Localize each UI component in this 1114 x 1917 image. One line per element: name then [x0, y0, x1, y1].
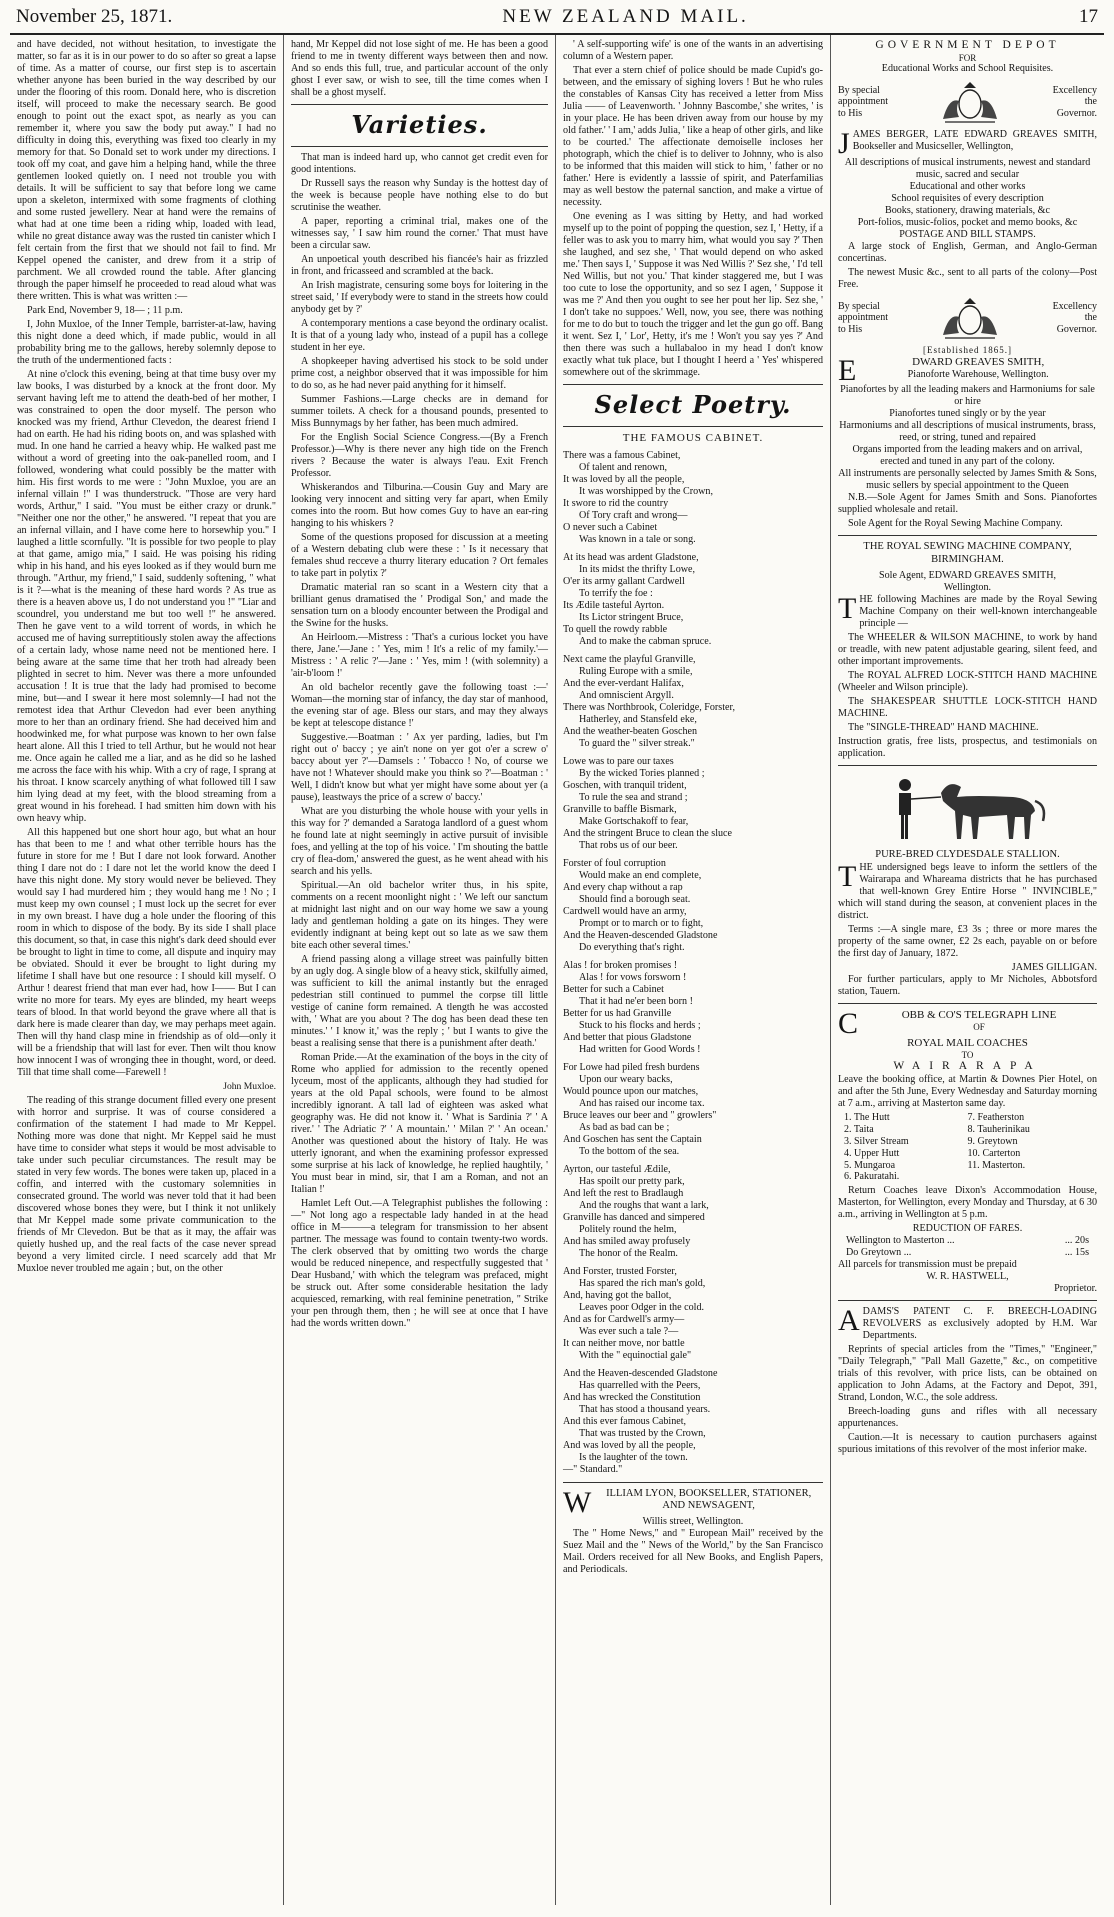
story-paragraph: I, John Muxloe, of the Inner Temple, barrister-at-law, having this night done a deed which, if made public, would in all probability bring me to the gallows, hereby solemnly depose to the truth of the undermentioned facts : [17, 319, 276, 366]
station: 7. Featherston [967, 1111, 1025, 1123]
drop-cap: T [838, 592, 857, 626]
fare-row [838, 1247, 1097, 1259]
stallion-further: For further particulars, apply to Mr Nicholes, Abbotsford station, Tauern. [838, 973, 1097, 997]
story-paragraph: All this happened but one short hour ago, but what an hour has that been to me ! and what other terrible hours has the future in store for me ! But I dare not look forward. Another thing I dare not do : I dare not let the world know the deed I have this night done. My story would never be believed. They would say I had murdered him ; they would hang me ! No ; I must keep my own counsel ; I must lock up the secret for ever in my own breast. I have dug a hole under the flooring of this room in which to dispose of the body. By its side I shall place this document, so that, in case this night's dark deed should ever be brought to light in time to come, all dispute and inquiry may be obviated. Should it ever be brought to light during my lifetime I shall have but one resource : I should kill myself. O Arthur ! dearest friend that man ever had, how I—— But I can write no more for tears. My eyes are blinded, my heart weeps tears of blood. In that world beyond the grave where all that is dark here is made clearer than day, we may perhaps meet again. Then will thy hand clasp mine in friendship as of old—only it will be a friendship that will last for ever. Then wilt thou know how innocent I was of wronging thee in thought, word, or deed. Till that time shall come—Farewell ! [17, 827, 276, 1078]
story-paragraph: The reading of this strange document filled every one present with horror and surprise. It was of course considered a confirmation of the statement I had made to Mr Keppel. Nothing more was done that night. Mr Keppel said he must have time to consider what steps it would be most advisable to take under such peculiar circumstances. The result may be stated in very few words. The bones were taken up, placed in a coffin, and interred with the customary solemnities in consecrated ground. The world was never told that it had been discovered whose bones they were, but I think it not unlikely that Mr Keppel made some private communication to the friends of Mr Clevedon. But be that as it may, the affair was quietly hushed up, and the real facts of the case never spread beyond a very limited circle. I need scarcely add that Mr Muxloe never troubled me again ; but, on the other [17, 1095, 276, 1275]
smith-sewing: Sole Agent for the Royal Sewing Machine Company. [848, 518, 1063, 530]
divider [838, 1300, 1097, 1301]
variety-item: A shopkeeper having advertised his stock to be sold under prime cost, a neighbor observed that it was impossible for him to do so, as he had never paid anything for it himself. [291, 355, 548, 391]
smith-sub: Pianoforte Warehouse, Wellington. [907, 369, 1049, 381]
appt-line: to His [838, 108, 863, 120]
poem-line: And, having got the ballot, [563, 1289, 672, 1301]
established: [Established 1865.] [923, 345, 1012, 356]
poem-line: Alas ! for broken promises ! [563, 959, 678, 971]
poem-line: Better for us had Granville [563, 1007, 672, 1019]
station: 5. Mungaroa [844, 1159, 896, 1171]
poem-line: And as for Cardwell's army— [563, 1313, 685, 1325]
poem-line: Would pounce upon our matches, [563, 1085, 699, 1097]
berger-name: AMES BERGER, LATE EDWARD GREAVES SMITH, Bookseller and Musicseller, Wellington, [852, 129, 1097, 153]
poem-stanza [563, 1062, 823, 1158]
column-paragraph: That ever a stern chief of police should be made Cupid's go-between, and the emissary of sighing lovers ! But he who rules the constables of Kansas City has received a letter from Miss Julia —— of Leavenworth. ' Johnny Bascombe,' she writes, ' is in your place. He has been driven away from our house by my old father.' ' I am,' adds Julia, ' like a heap of other girls, and like to be courted.' The affectionate demoiselle incloses her photograph, which the chief is to deliver to Johnny, who is also to be informed that this maiden will stick to him, ' father or no father.' Here is evidently a lasssie of spirit, and Paterfamilias may as well bestow the paternal sanction, and make a virtue of necessity. [563, 65, 823, 208]
smith-line: Harmoniums and all descriptions of musical instruments, brass, reed, or string, tuned and repaired [839, 420, 1096, 444]
smith-line: All instruments are personally selected by James Smith & Sons, music sellers by special appointment to the Queen [838, 468, 1097, 492]
divider [563, 1482, 823, 1483]
poem-line: Make Gortschakoff to fear, [579, 815, 689, 827]
drop-cap: E [838, 354, 857, 388]
poem-stanza [563, 654, 823, 750]
poem-line: It can neither move, nor battle [563, 1337, 685, 1349]
cobb-return: Return Coaches leave Dixon's Accommodation House, Masterton, for Wellington, every Monday and Thursday, at 6 30 a.m., arriving in Wellington at 5 p.m. [838, 1185, 1097, 1221]
poem-line: Alas ! for vows forsworn ! [579, 971, 687, 983]
appt-line: Excellency [1052, 300, 1097, 312]
story-paragraph: Park End, November 9, 18— ; 11 p.m. [27, 305, 183, 316]
stamps-line: POSTAGE AND BILL STAMPS. [899, 229, 1036, 241]
variety-item: Whiskerandos and Tilburina.—Cousin Guy and Mary are looking very innocent and sitting very far apart, when Emily comes into the room. But how comes Guy to have an ear-ring hanging to his whiskers ? [291, 481, 548, 529]
stallion-terms: Terms :—A single mare, £3 3s ; three or more mares the property of the same owner, £2 2s each, payable on or before the first day of January, 1872. [838, 923, 1097, 959]
poem-line: O never such a Cabinet [563, 521, 658, 533]
cobb-of: OF [973, 1021, 985, 1032]
divider [838, 765, 1097, 766]
poem-line: Ayrton, our tasteful Ædile, [563, 1163, 671, 1175]
machine-item: The WHEELER & WILSON MACHINE, to work by hand or treadle, with new patent adjustable gearing, silent feed, and other important improvements. [838, 632, 1097, 668]
variety-item: An old bachelor recently gave the following toast :—' Woman—the morning star of infancy, the day star of manhood, the evening star of age. Bless our stars, and may they always be kept at telescope distance !' [291, 681, 548, 729]
variety-item: A paper, reporting a criminal trial, makes one of the witnesses say, ' I saw him round the corner.' That must have been a circular saw. [291, 215, 548, 251]
variety-item: Hamlet Left Out.—A Telegraphist publishes the following :—" Not long ago a respectable lady handed in at the head office in M———a telegram for transmission to her absent partner. The message was found to contain twenty-two words. The clerk observed that by omitting two words the charge would be reduced ninepence, and respectfully suggested that ' Dear Husband,' with which the telegram was prefaced, might be struck out. After some considerable hesitation the lady acquiesced, remarking, with real feminine penetration, " Strike your pen through them, then ; he will see at once that I have had the words written down." [291, 1197, 548, 1329]
smith-nb: N.B.—Sole Agent for James Smith and Sons. Pianofortes supplied wholesale and retail. [838, 492, 1097, 516]
station: 4. Upper Hutt [844, 1147, 900, 1159]
poem-line: Was known in a tale or song. [579, 533, 696, 545]
variety-item: An Heirloom.—Mistress : 'That's a curious locket you have there, Jane.'—Jane : ' Yes, mim ! It's a relic of my family.'—Mistress : ' A relic ?'—Jane : ' Yes, mim ! (with solemnity) a 'air-b'loom !' [291, 631, 548, 679]
issue-date: November 25, 1871. [16, 6, 173, 27]
poem-line: And Forster, trusted Forster, [563, 1265, 677, 1277]
poem-line: Stuck to his flocks and herds ; [579, 1019, 701, 1031]
poem-line: By the wicked Tories planned ; [579, 767, 705, 779]
poem-line: The honor of the Realm. [579, 1247, 678, 1259]
poem-line: Granville to baffle Bismark, [563, 803, 677, 815]
royal-heading: THE ROYAL SEWING MACHINE COMPANY, BIRMINGHAM. [863, 541, 1072, 565]
poem-line: Lowe was to pare our taxes [563, 755, 674, 767]
station: 9. Greytown [967, 1135, 1018, 1147]
poem-stanza [563, 858, 823, 954]
masthead [10, 6, 1104, 35]
divider [563, 426, 823, 427]
stallion-heading: PURE-BRED CLYDESDALE STALLION. [875, 849, 1060, 861]
column-paragraph: ' A self-supporting wife' is one of the wants in an advertising column of a Western paper. [563, 39, 823, 62]
appt-line: By special [838, 300, 880, 312]
cobb-advert [838, 1006, 1097, 1296]
poem-line: That it had ne'er been born ! [579, 995, 693, 1007]
machine-item: The SHAKESPEAR SHUTTLE LOCK-STITCH HAND MACHINE. [838, 696, 1097, 720]
poem-line: O'er its army gallant Cardwell [563, 575, 685, 587]
appt-line: the [1084, 96, 1097, 108]
royal-body: HE following Machines are made by the Royal Sewing Machine Company on their well-known interchangeable principle — [859, 594, 1097, 630]
station-list [844, 1112, 1091, 1183]
appt-line: By special [838, 84, 880, 96]
cobb-to: TO [961, 1049, 974, 1060]
poem-line: Has spoilt our pretty park, [579, 1175, 685, 1187]
royal-instruction: Instruction gratis, free lists, prospectus, and testimonials on application. [838, 736, 1097, 760]
smith-line: Pianofortes tuned singly or by the year [889, 408, 1046, 420]
poem-line: To the bottom of the sea. [579, 1145, 680, 1157]
lyon-advert [563, 1485, 823, 1576]
poem-line: Forster of foul corruption [563, 857, 666, 869]
column-1 [10, 35, 283, 1905]
story-conclusion: hand, Mr Keppel did not lose sight of me. He has been a good friend to me in twenty different ways between then and now. And so ends this full, true, and particular account of the only ghost I ever saw, or wish to see, till the time comes when I shall be a ghost myself. [291, 39, 548, 98]
poem-line: Better for such a Cabinet [563, 983, 664, 995]
poem-line: And the Heaven-descended Gladstone [563, 1367, 718, 1379]
variety-item: That man is indeed hard up, who cannot get credit even for good intentions. [291, 151, 548, 175]
station: 1. The Hutt [844, 1111, 890, 1123]
poem-line: And has smiled away profusely [563, 1235, 691, 1247]
station: 6. Pakuratahi. [844, 1171, 900, 1183]
appt-line: the [1084, 312, 1097, 324]
divider [838, 535, 1097, 536]
poem-stanza [563, 552, 823, 648]
variety-item: Suggestive.—Boatman : ' Ax yer parding, ladies, but I'm right out o' baccy ; ye ain't none on yer got o'er a screw o' baccy about yer ?'—Damsels : ' Tobacco ! No, of course we have not ! Whatever should make you think so ?'—Boatman : ' Well, I didn't know but what yer might have some about yer (a pause), leastways the price of a screw o' baccy.' [291, 731, 548, 803]
station: 2. Taita [844, 1123, 874, 1135]
stallion-owner: JAMES GILLIGAN. [1011, 961, 1097, 973]
stallion-advert [838, 771, 1097, 997]
appt-line: Governor. [1056, 108, 1097, 120]
variety-item: Spiritual.—An old bachelor writer thus, in his spite, comments on a recent moonlight night : ' We left our sanctum at midnight last night and on our way home we saw a young lady and gentleman holding a gate on its hinges. They were evidently indignant at being kept out so late as we saw them bite each other several times.' [291, 879, 548, 951]
column-2 [283, 35, 555, 1905]
drop-cap: C [838, 1006, 859, 1040]
poetry-heading: Select Poetry. [594, 390, 792, 419]
poem-stanza [563, 1368, 823, 1476]
column-3 [555, 35, 830, 1905]
column-paragraph: One evening as I was sitting by Hetty, and had worked myself up to the point of popping the question, sez I, ' Hetty, if a feller was to ask you to marry him, what would you say ?' Then she laughed, and sez she, ' That would depend on who asked me.' Then says I, ' Suppose it was Ned Willis ?' Sez she, ' I'd tell Ned Willis, but not you.' That kinder staggered me, but I was too cute to lose the opportunity, and so sez I agen, ' Suppose it was me ?' And then you ought to see her pout her lip. Sez she, ' I don't take no suppoes.' Well, now, you see, there was nothing for me to do but to touch the trigger and let the gun go off. Bang it went. Sez I, ' Lor', Hetty, it's me ! Won't you say yes ?' And then there was such a hullabaloo in my head I don't know exactly what tuk place, but I thought I heerd a ' Yes' whispered somewhere out of the skrimmage. [563, 211, 823, 378]
fare-route: Do Greytown ... [846, 1247, 912, 1259]
cobb-destination: WAIRARAPA [893, 1060, 1042, 1073]
drop-cap: J [838, 127, 850, 161]
poem-line: It was worshipped by the Crown, [579, 485, 714, 497]
machine-item: The "SINGLE-THREAD" HAND MACHINE. [848, 722, 1039, 734]
poem-line: Granville has danced and simpered [563, 1211, 705, 1223]
drop-cap: W [563, 1485, 592, 1519]
poem-line: And better that pious Gladstone [563, 1031, 692, 1043]
poem-line: In its midst the thrifty Lowe, [579, 563, 696, 575]
depot-heading: GOVERNMENT DEPOT [875, 39, 1060, 51]
divider [291, 104, 548, 105]
variety-item: What are you disturbing the whole house with your yells in this way for ?' demanded a Saratoga landlord of a guest whom he found late at night seemingly in active pursuit of invisible foes, and yelling at the top of his voice. ' I'm shouting the battle cry of flea-dom,' answered the guest, as he went ahead with his search and his yells. [291, 805, 548, 877]
poem-line: There was a famous Cabinet, [563, 449, 681, 461]
lyon-address: Willis street, Wellington. [642, 1515, 744, 1527]
poem-line: And omniscient Argyll. [579, 689, 674, 701]
poem-line: And the stringent Bruce to clean the sluce [563, 827, 733, 839]
appt-line: to His [838, 324, 863, 336]
cobb-heading: OBB & CO'S TELEGRAPH LINE [901, 1008, 1057, 1021]
drop-cap: T [838, 859, 857, 893]
depot-advert [838, 39, 1097, 291]
poem-line: Its Lictor stringent Bruce, [579, 611, 684, 623]
fares-heading: REDUCTION OF FARES. [912, 1223, 1023, 1235]
poem-line: To quell the rowdy rabble [563, 623, 668, 635]
poem-stanza [563, 756, 823, 852]
poem-line: —" Standard." [563, 1463, 623, 1475]
cobb-body: Leave the booking office, at Martin & Downes Pier Hotel, on and after the 5th June, Every Wednesday and Saturday morning at 7 a.m., arriving at Masterton same day. [838, 1073, 1097, 1109]
poem-line: Next came the playful Granville, [563, 653, 696, 665]
poem-line: With the " equinoctial gale" [579, 1349, 692, 1361]
poem-line: And the Heaven-descended Gladstone [563, 929, 718, 941]
smith-line: Organs imported from the leading makers and on arrival, erected and tuned in any part of the colony. [852, 444, 1083, 468]
lyon-heading: ILLIAM LYON, BOOKSELLER, STATIONER, AND NEWSAGENT, [606, 1487, 812, 1512]
poem-line: And to make the cabman spruce. [579, 635, 712, 647]
signature: John Muxloe. [223, 1081, 276, 1092]
poem-line: It was loved by all the people, [563, 473, 685, 485]
cobb-parcels: All parcels for transmission must be prepaid [838, 1259, 1017, 1271]
station: 10. Carterton [967, 1147, 1021, 1159]
appt-line: appointment [838, 312, 888, 324]
adams-caution: Caution.—It is necessary to caution purchasers against spurious imitations of this revolver of the most inferior make. [838, 1432, 1097, 1456]
poem-line: That was trusted by the Crown, [579, 1427, 706, 1439]
adams-advert [838, 1306, 1097, 1456]
poem [563, 450, 823, 1476]
divider [838, 1003, 1097, 1004]
depot-for: FOR [958, 52, 977, 63]
poem-line: Of Tory craft and wrong— [579, 509, 688, 521]
station: 8. Tauherinikau [967, 1123, 1030, 1135]
royal-appointment [838, 79, 1097, 125]
cobb-royal: ROYAL MAIL COACHES [907, 1036, 1028, 1049]
poem-title: THE FAMOUS CABINET. [622, 431, 764, 444]
poem-line: Was ever such a tale ?— [579, 1325, 679, 1337]
poem-line: And every chap without a rap [563, 881, 683, 893]
variety-item: A contemporary mentions a case beyond the ordinary ocalist. It is that of a young lady who, instead of a pupil has a college student in her eye. [291, 317, 548, 353]
poem-line: Bruce leaves our beer and " growlers" [563, 1109, 717, 1121]
poem-line: To guard the " silver streak." [579, 737, 695, 749]
fare-price: ... 20s [1064, 1235, 1089, 1247]
smith-line: Pianofortes by all the leading makers and Harmoniums for sale or hire [840, 384, 1095, 408]
station [968, 1171, 1092, 1183]
poem-line: Leaves poor Odger in the cold. [579, 1301, 705, 1313]
horse-and-groom-icon [883, 771, 1053, 845]
divider [291, 146, 548, 147]
poem-stanza [563, 1266, 823, 1362]
royal-agent-loc: Wellington. [943, 582, 992, 594]
adams-guns: Breech-loading guns and rifles with all necessary appurtenances. [838, 1406, 1097, 1430]
royal-sewing-advert [838, 541, 1097, 760]
poem-line: Of talent and renown, [579, 461, 668, 473]
poem-line: That has stood a thousand years. [579, 1403, 711, 1415]
story-paragraph: At nine o'clock this evening, being at that time busy over my law books, I was disturbed by a knock at the front door. My servant having left me to attend the death-bed of her mother, I was constrained to open the door myself. The person who knocked was my friend, Arthur Clevedon, the dearest friend I had on earth. He had his riding boots on, and was splashed with mud. In one hand he carried a heavy whip. He walked past me without a word of greeting into the oak-panelled room, and I followed, wondering what could possibly be the matter with him. His first words to me were : "John Muxloe, you are an infernal villain !" I was thunderstruck. "Those are very hard words, Arthur," I said. "You must be either crazy or drunk." "Neither one nor the other," he answered. "I repeat that you are an infernal villain, and I have come here to horsewhip you." I laughed a little scornfully. "It is possible for two people to play at that game, amigo mia," I said. He was poising his riding whip in his hand, and his eyes looked as if they would burn me through. "Arthur, my friend," I said, suddenly softening, " what is it ?—what is the meaning of these hard words ? As true as there is a heaven above us, I do not understand you !" "Liar and scoundrel, you understand me but too well !" he answered. Then he gave vent to a wild torrent of words, in which he accused me of having surreptitiously stolen away the affections of a certain lady, whose name need not be mentioned here. I being aware at the same time that her troth had already been plighted in secret to him. Never was there a more unfounded accusation ! It is true that the lady had promised to become mine, but—and I swear it here most solemnly—I had not the remotest idea that Arthur Clevedon had ever been anything more to her than an ordinary friend. She had deceived him and hoodwinked me, for what purpose was known to her own false heart alone. All this I tried to tell Arthur, but he would not hear me. Once again he called me a liar, and as he did so he lashed me across the face with his whip. With a cry of rage, I sprang at his throat. I know scarcely anything of what followed till I saw him lying dead at my feet, with the blood streaming from a great wound in his forehead. I had smitten him down with his own heavy whip. [17, 369, 276, 824]
fare-row [838, 1235, 1097, 1247]
appt-line: appointment [838, 96, 888, 108]
appt-line: Governor. [1056, 324, 1097, 336]
poem-line: Goschen, with tranquil trident, [563, 779, 687, 791]
poem-line: And the ever-verdant Halifax, [563, 677, 684, 689]
poem-line: At its head was ardent Gladstone, [563, 551, 699, 563]
variety-item: For the English Social Science Congress.—(By a French Professor.)—Why is there never any high tide on the French rivers ? Because the water is always l'eau. Exit French Professor. [291, 431, 548, 479]
poem-line: And was loved by all the people, [563, 1439, 696, 1451]
stallion-body: HE undersigned begs leave to inform the settlers of the Wairarapa and Whareama districts that he has purchased that well-known Grey Entire Horse " INVINCIBLE," which will stand during the season, at convenient places in the district. [838, 861, 1097, 921]
concertinas: A large stock of English, German, and Anglo-German concertinas. [838, 241, 1097, 265]
depot-line: Books, stationery, drawing materials, &c [884, 205, 1050, 217]
variety-item: Roman Pride.—At the examination of the boys in the city of Rome who applied for admission to the recently opened lyceum, most of the applicants, although they had studied for years at the old Papal schools, were found to be almost incredibly ignorant. A tall lad of eighteen was asked what geography was. He did not know it. ' What is Sardinia ?' ' A river.' ' The Adriatic ?' ' A mountain.' ' Milan ?' ' An ocean.' Another was questioned about the history of Italy. He was utterly ignorant, and when the examining professor expressed some surprise at his lack of knowledge, he replied haughtily, ' You must bear in mind, sir, that I am a Roman, and not an Italian !' [291, 1051, 548, 1195]
poem-line: Upon our weary backs, [579, 1073, 673, 1085]
royal-agent: Sole Agent, EDWARD GREAVES SMITH, [878, 570, 1057, 582]
royal-arms-icon [935, 295, 1005, 341]
poem-line: As bad as bad can be ; [579, 1121, 670, 1133]
poem-line: And the weather-beaten Goschen [563, 725, 698, 737]
variety-item: An Irish magistrate, censuring some boys for loitering in the street said, ' If everybody were to stand in the streets how could anybody get by ?' [291, 279, 548, 315]
poem-stanza [563, 1164, 823, 1260]
depot-line: School requisites of every description [891, 193, 1044, 205]
lyon-body: The " Home News," and " European Mail" received by the Suez Mail and the " News of the World," by the San Francisco Mail. Orders received for all New Books, and English Papers, and Periodicals. [563, 1527, 823, 1575]
poem-line: Would make an end complete, [579, 869, 702, 881]
depot-line: Port-folios, music-folios, pocket and memo books, &c [857, 217, 1078, 229]
poem-stanza [563, 450, 823, 546]
poem-line: And has wrecked the Constitution [563, 1391, 701, 1403]
poem-line: That robs us of our beer. [579, 839, 678, 851]
poem-line: Prompt or to march or to fight, [579, 917, 704, 929]
fare-route: Wellington to Masterton ... [846, 1235, 955, 1247]
depot-line: Educational and other works [909, 181, 1026, 193]
fares-table [838, 1235, 1097, 1259]
variety-item: Some of the questions proposed for discussion at a meeting of a Western debating club were these : ' Is it necessary that females shud recceve a thurry literary education ? Ort females to take part in polytix ?' [291, 531, 548, 579]
varieties-heading: Varieties. [351, 110, 488, 139]
variety-item: An unpoetical youth described his fiancée's hair as frizzled in front, and fricasseed and scrambled at the back. [291, 253, 548, 277]
station: 3. Silver Stream [844, 1135, 909, 1147]
poem-line: Cardwell would have an army, [563, 905, 687, 917]
royal-arms-icon [935, 79, 1005, 125]
poem-line: Has spared the rich man's gold, [579, 1277, 706, 1289]
poem-line: Has quarrelled with the Peers, [579, 1379, 701, 1391]
poem-line: And this ever famous Cabinet, [563, 1415, 687, 1427]
poem-stanza [563, 960, 823, 1056]
poem-line: It swore to rid the country [563, 497, 669, 509]
column-4 [830, 35, 1104, 1905]
machine-item: The ROYAL ALFRED LOCK-STITCH HAND MACHINE (Wheeler and Wilson principle). [838, 670, 1097, 694]
station: 11. Masterton. [967, 1159, 1026, 1171]
poem-line: Should find a borough seat. [579, 893, 691, 905]
cobb-owner: W. R. HASTWELL, [926, 1271, 1009, 1283]
poem-line: Do everything that's right. [579, 941, 685, 953]
divider [563, 384, 823, 385]
depot-sub: Educational Works and School Requisites. [881, 63, 1054, 75]
poem-line: Is the laughter of the town. [579, 1451, 688, 1463]
fare-price: ... 15s [1064, 1247, 1089, 1259]
appt-line: Excellency [1052, 84, 1097, 96]
poem-line: And the roughs that want a lark, [579, 1199, 709, 1211]
poem-line: There was Northbrook, Coleridge, Forster, [563, 701, 735, 713]
smith-advert [838, 295, 1097, 530]
music-post: The newest Music &c., sent to all parts of the colony—Post Free. [838, 267, 1097, 291]
poem-line: For Lowe had piled fresh burdens [563, 1061, 700, 1073]
poem-line: To terrify the foe : [579, 587, 653, 599]
poem-line: Ruling Europe with a smile, [579, 665, 693, 677]
poem-line: Had written for Good Words ! [579, 1043, 701, 1055]
page-number: 17 [1079, 6, 1098, 27]
poem-line: Politely round the helm, [579, 1223, 677, 1235]
depot-line: All descriptions of musical instruments, newest and standard music, sacred and secular [844, 157, 1091, 181]
royal-appointment [838, 295, 1097, 341]
variety-item: Dramatic material ran so scant in a Western city that a brilliant genus dramatised the ' Prodigal Son,' and made the sensation turn on a bloody encounter between the Prodigal and the Swine for the husks. [291, 581, 548, 629]
adams-body: Reprints of special articles from the "Times," "Engineer," "Daily Telegraph," "Pall Mall Gazette," &c., on competitive trials of this revolver, with price lists, can be obtained on application to John Adams, at the Factory and Depot, 391, Strand, London, W.C., the sole address. [838, 1344, 1097, 1404]
newspaper-title: NEW ZEALAND MAIL. [502, 6, 749, 27]
drop-cap: A [838, 1304, 860, 1338]
adams-heading: DAMS'S PATENT C. F. BREECH-LOADING REVOLVERS as exclusively adopted by H.M. War Departments. [862, 1306, 1097, 1342]
poem-line: And Goschen has sent the Captain [563, 1133, 702, 1145]
variety-item: Summer Fashions.—Large checks are in demand for summer toilets. A check for a thousand pounds, presented to Miss Bunnymags by her father, has been much admired. [291, 393, 548, 429]
story-paragraph: and have decided, not without hesitation, to investigate the matter, so far as it is in our power to do so after so great a lapse of time. As a matter of course, our first step is to ascertain whether anyone has been buried in the way described by our under the flooring of this room. Donald here, who is discretion itself, will proceed to make the necessary search. Be good enough to point out the exact spot, as nearly as you can remember it, where you saw the body put away." I had no difficulty in doing this, everything was fixed too clearly in my memory for that. So Donald set to work under my directions. I took off my coat, and gave him a helping hand, while the three gentlemen looked quietly on. I need not trouble you with details. It will be sufficient to say that before long we came upon a skeleton, intermixed with some fragments of clothing and some rusted jewellery. Near at hand were the remains of what had at one time been a riding whip, loaded with lead, while no great distance away was the rusted tin canister which I felt certain from the first that we should not fail to find. Mr Keppel opened the canister, and drew from it a strip of parchment. We all crowded round the table. After glancing through the paper himself he proceeded to read aloud what was there written. This is what was written :— [17, 39, 276, 302]
variety-item: Dr Russell says the reason why Sunday is the hottest day of the week is because people have nothing else to do but scrutinise the weather. [291, 177, 548, 213]
poem-line: Hatherley, and Stansfeld eke, [579, 713, 697, 725]
variety-item: A friend passing along a village street was painfully bitten by an ugly dog. A single blow of a heavy stick, skilfully aimed, was sufficient to kill the animal instantly but the enraged pedestrian still continued to pummel the corpse till little vestige of canine form remained. A tlength he was accosted with, ' What are you about ? The dog has been dead these ten minutes.' ' I know it,' was the reply ; ' but I wants to give the beast a realising sense that there is a punishment after death.' [291, 953, 548, 1049]
poem-line: Its Ædile tasteful Ayrton. [563, 599, 665, 611]
poem-line: And has raised our income tax. [579, 1097, 705, 1109]
poem-line: To rule the sea and strand ; [579, 791, 688, 803]
poem-line: And left the rest to Bradlaugh [563, 1187, 684, 1199]
smith-name: DWARD GREAVES SMITH, [912, 356, 1045, 369]
cobb-owner-title: Proprietor. [1054, 1283, 1097, 1295]
